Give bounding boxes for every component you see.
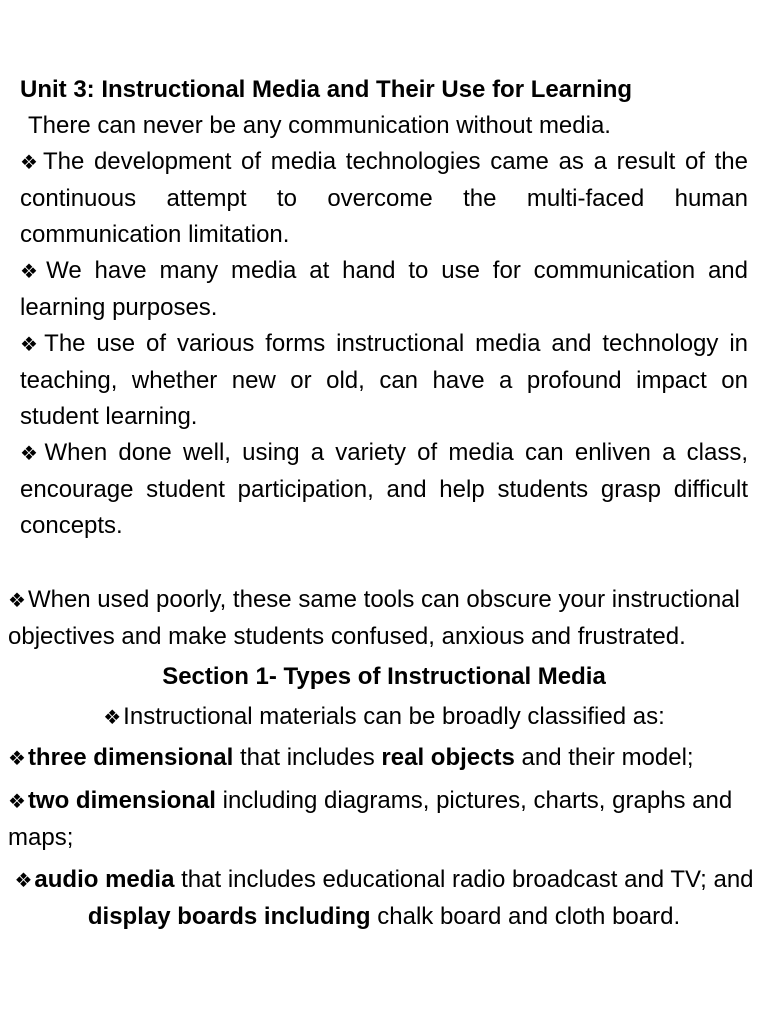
unit-slide xyxy=(20,72,748,544)
bullet-media-at-hand: ❖ We have many media at hand to use for communication and learning purposes. xyxy=(20,253,748,326)
bullet-done-well: ❖ When done well, using a variety of media can enliven a class, encourage student participation, and help students grasp difficult concepts. xyxy=(20,435,748,544)
item-audio-media-text: that includes educational radio broadcast and TV; and xyxy=(174,866,754,893)
item-real-objects-term: real objects xyxy=(381,744,515,771)
bullet-media-impact: ❖ The use of various forms instructional media and technology in teaching, whether new or old, can have a profound impact on student learning. xyxy=(20,326,748,435)
bullet-media-development: ❖ The development of media technologies came as a result of the continuous attempt to overcome the multi-faced human communication limitation. xyxy=(20,144,748,253)
item-audio-media xyxy=(8,862,760,935)
item-audio-media-term: audio media xyxy=(34,866,175,893)
section-slide xyxy=(8,582,760,935)
item-three-dimensional xyxy=(8,740,760,777)
bullet-used-poorly: ❖ When used poorly, these same tools can obscure your instructional objectives and make students confused, anxious and frustrated. xyxy=(8,582,760,655)
item-three-dimensional-tail: and their model; xyxy=(514,744,694,771)
item-display-boards-term: display boards including xyxy=(87,903,371,930)
section-intro: ❖ Instructional materials can be broadly classified as: xyxy=(8,699,760,736)
section-title: Section 1- Types of Instructional Media xyxy=(162,663,606,690)
item-three-dimensional-term: three dimensional xyxy=(27,744,234,771)
unit-title: Unit 3: Instructional Media and Their Use for Learning xyxy=(20,76,633,103)
item-three-dimensional-text: that includes xyxy=(233,744,382,771)
item-two-dimensional xyxy=(8,783,760,856)
unit-intro: There can never be any communication without media. xyxy=(28,112,611,139)
item-two-dimensional-term: two dimensional xyxy=(27,787,216,814)
item-audio-media-tail: chalk board and cloth board. xyxy=(370,903,681,930)
item-two-dimensional-text: including diagrams, pictures, charts, graphs and maps; xyxy=(8,787,733,851)
